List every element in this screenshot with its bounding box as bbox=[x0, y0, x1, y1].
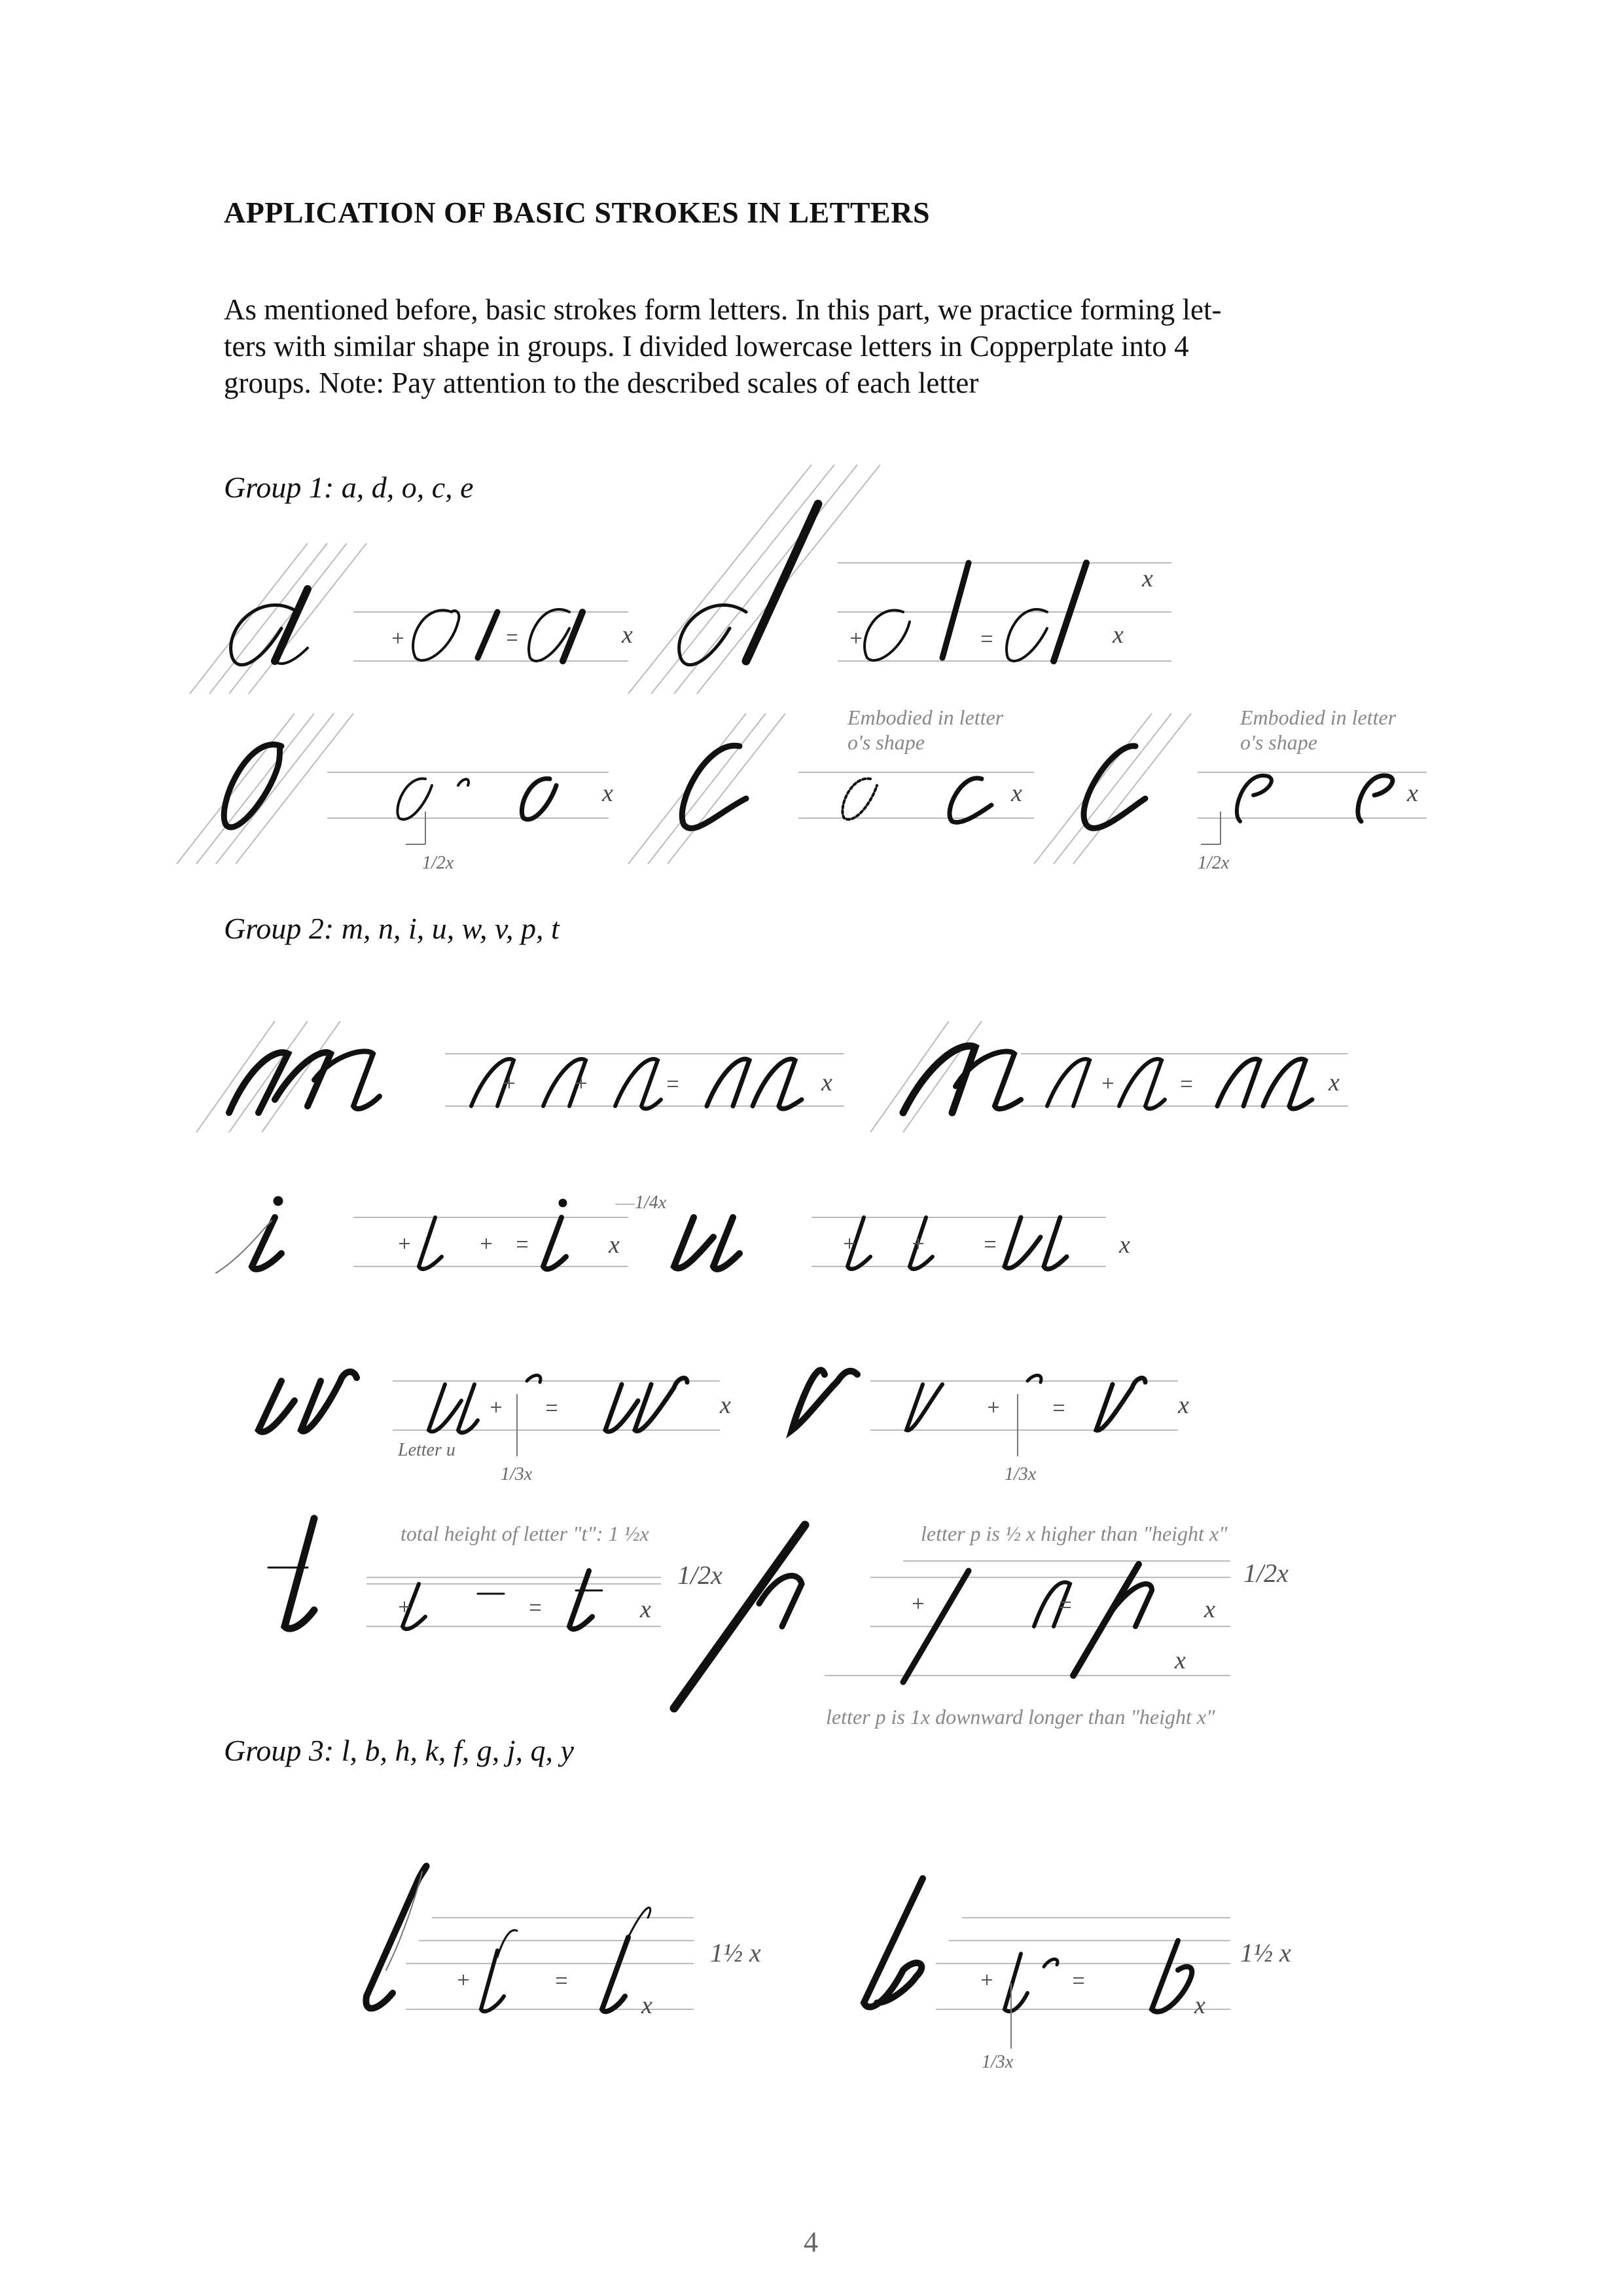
label-x-m: x bbox=[821, 1069, 832, 1096]
label-one-half-x-l: 1½ x bbox=[710, 1938, 761, 1967]
label-x-u: x bbox=[1119, 1231, 1130, 1259]
label-half-x-o: 1/2x bbox=[422, 853, 454, 873]
label-x-i: x bbox=[609, 1231, 620, 1259]
group-1-title: Group 1: a, d, o, c, e bbox=[224, 471, 474, 504]
label-x-n: x bbox=[1329, 1069, 1340, 1096]
note-p-higher: letter p is ½ x higher than "height x" bbox=[921, 1522, 1228, 1545]
label-x-o: x bbox=[602, 780, 613, 807]
label-half-x-p: 1/2x bbox=[1243, 1558, 1289, 1588]
note-t-height: total height of letter "t": 1 ½x bbox=[401, 1522, 649, 1545]
group-2-title: Group 2: m, n, i, u, w, v, p, t bbox=[224, 912, 560, 945]
label-third-x-v: 1/3x bbox=[1005, 1464, 1037, 1484]
label-third-x-b: 1/3x bbox=[982, 2052, 1014, 2072]
label-x-t: x bbox=[640, 1596, 651, 1623]
label-third-x-w: 1/3x bbox=[501, 1464, 533, 1484]
label-x-p: x bbox=[1204, 1596, 1215, 1623]
page-number: 4 bbox=[804, 2226, 818, 2258]
intro-line-1: As mentioned before, basic strokes form letters. In this part, we practice forming let- bbox=[224, 293, 1222, 326]
intro-line-3: groups. Note: Pay attention to the described scales of each letter bbox=[224, 367, 979, 399]
label-x-b: x bbox=[1194, 1992, 1205, 2019]
label-half-x-t: 1/2x bbox=[677, 1560, 722, 1590]
label-x-a: x bbox=[622, 621, 633, 649]
note-embodied-c: Embodied in letter bbox=[847, 706, 1004, 729]
label-letter-u: Letter u bbox=[398, 1440, 455, 1460]
label-x-p-descender: x bbox=[1175, 1647, 1186, 1674]
intro-line-2: ters with similar shape in groups. I divided lowercase letters in Copperplate into 4 bbox=[224, 330, 1189, 363]
label-quarter-x: 1/4x bbox=[635, 1193, 667, 1213]
note-oshape-e: o's shape bbox=[1240, 730, 1317, 754]
label-x-w: x bbox=[720, 1391, 731, 1419]
label-x-v: x bbox=[1178, 1391, 1189, 1419]
label-x-d: x bbox=[1113, 621, 1124, 649]
label-x-d-top: x bbox=[1142, 565, 1153, 592]
page-heading: APPLICATION OF BASIC STROKES IN LETTERS bbox=[224, 196, 931, 229]
note-oshape-c: o's shape bbox=[847, 730, 925, 754]
label-x-e: x bbox=[1407, 780, 1418, 807]
label-x-c: x bbox=[1011, 780, 1022, 807]
note-p-lower: letter p is 1x downward longer than "height x" bbox=[826, 1705, 1215, 1729]
label-half-x-e: 1/2x bbox=[1198, 853, 1230, 873]
note-embodied-e: Embodied in letter bbox=[1240, 706, 1397, 729]
label-one-half-x-b: 1½ x bbox=[1240, 1938, 1291, 1967]
group-3-title: Group 3: l, b, h, k, f, g, j, q, y bbox=[224, 1734, 574, 1767]
label-x-l: x bbox=[641, 1992, 652, 2019]
